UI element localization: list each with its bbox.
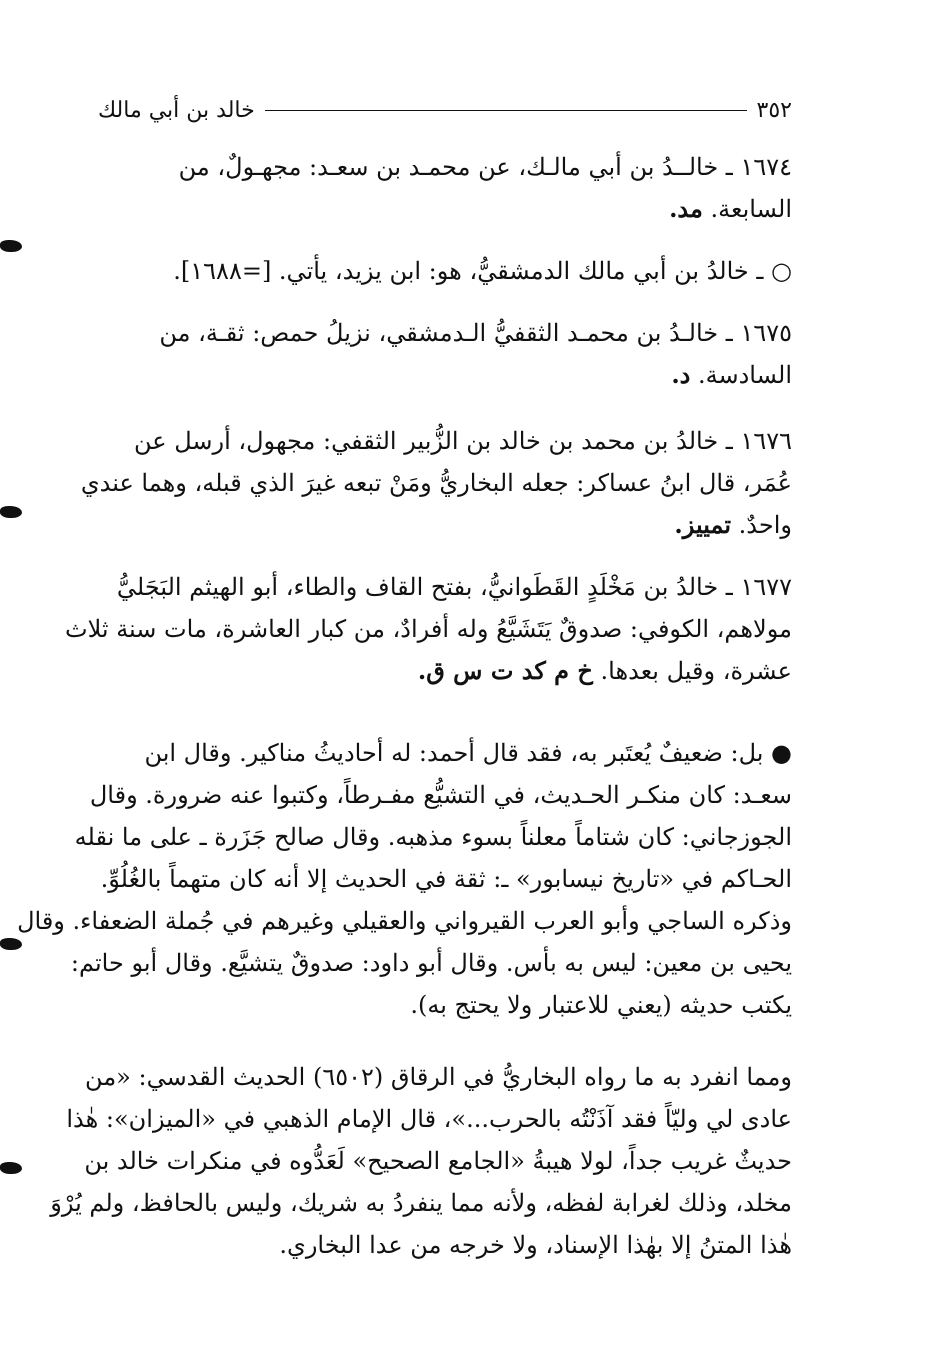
entry-1675	[98, 312, 792, 396]
commentary-line: هٰذا المتنُ إلا بهٰذا الإسناد، ولا خرجه من عدا البخاري.	[279, 1231, 792, 1259]
entry-code: مد.	[669, 194, 703, 223]
entry-1677	[64, 566, 792, 692]
margin-smudge	[0, 1162, 22, 1174]
entry-line: ١٦٧٦ ـ خالدُ بن محمد بن خالد بن الزُّبير الثقفي: مجهول، أرسل عن	[133, 427, 792, 455]
entry-line: عُمَر، قال ابنُ عساكر: جعله البخاريُّ ومَنْ تبعه غيرَ الذي قبله، وهما عندي	[80, 469, 792, 497]
entry-1676	[80, 420, 792, 546]
commentary-line: مخلد، وذلك لغرابة لفظه، ولأنه مما ينفردُ به شريك، وليس بالحافظ، ولم يُرْوَ	[50, 1189, 792, 1217]
commentary-line: وذكره الساجي وأبو العرب القيرواني والعقيلي وغيرهم في جُملة الضعفاء. وقال	[17, 907, 792, 935]
running-header	[98, 92, 792, 128]
entry-line: السابعة. مد.	[669, 194, 792, 223]
entry-line: واحدٌ. تمييز.	[674, 510, 792, 539]
entry-line: ○ ـ خالدُ بن أبي مالك الدمشقيُّ، هو: ابن يزيد، يأتي. [=١٦٨٨].	[173, 257, 792, 285]
margin-smudge	[0, 506, 22, 518]
commentary-line: الحـاكم في «تاريخ نيسابور» ـ: ثقة في الحديث إلا أنه كان متهماً بالغُلُوِّ.	[100, 865, 792, 893]
header-rule	[265, 110, 747, 111]
commentary-line: حديثٌ غريب جداً، لولا هيبةُ «الجامع الصحيح» لَعَدُّوه في منكرات خالد بن	[84, 1147, 792, 1175]
margin-smudge	[0, 240, 22, 252]
entry-line: ١٦٧٤ ـ خالــدُ بن أبي مالـك، عن محمـد بن سعـد: مجهـولٌ، من	[178, 153, 792, 181]
commentary-line: ومما انفرد به ما رواه البخاريُّ في الرقاق (٦٥٠٢) الحديث القدسي: «من	[85, 1063, 792, 1091]
entry-code: تمييز.	[674, 510, 732, 539]
entry-line: ١٦٧٧ ـ خالدُ بن مَخْلَدٍ القَطَوانيُّ، بفتح القاف والطاء، أبو الهيثم البَجَليُّ	[116, 573, 792, 601]
commentary-paragraph-2	[50, 1056, 792, 1266]
entry-line: ١٦٧٥ ـ خالـدُ بن محمـد الثقفيُّ الـدمشقي، نزيلُ حمص: ثقـة، من	[159, 319, 792, 347]
entry-1674	[98, 146, 792, 230]
commentary-line: الجوزجاني: كان شتاماً معلناً بسوء مذهبه. وقال صالح جَزَرة ـ على ما نقله	[74, 823, 792, 851]
commentary-line: يحيى بن معين: ليس به بأس. وقال أبو داود: صدوقٌ يتشيَّع. وقال أبو حاتم:	[70, 949, 792, 977]
entry-code: خ م كد ت س ق.	[417, 656, 593, 685]
entry-line: مولاهم، الكوفي: صدوقٌ يَتَشَيَّعُ وله أفرادٌ، من كبار العاشرة، مات سنة ثلاث	[64, 615, 792, 643]
commentary-paragraph	[17, 732, 792, 1026]
commentary-line: يكتب حديثه (يعني للاعتبار ولا يحتج به).	[410, 991, 792, 1019]
commentary-line: سعـد: كان منكـر الحـديث، في التشيُّع مفـرطاً، وكتبوا عنه ضرورة. وقال	[89, 781, 792, 809]
header-title: خالد بن أبي مالك	[98, 97, 255, 123]
entry-code: د.	[671, 360, 691, 389]
page-number: ٣٥٢	[756, 97, 792, 123]
commentary-line: ● بل: ضعيفٌ يُعتَبر به، فقد قال أحمد: له أحاديثُ مناكير. وقال ابن	[144, 739, 792, 767]
entry-line: السادسة. د.	[671, 360, 792, 389]
entry-crossref	[98, 250, 792, 292]
commentary-line: عادى لي وليّاً فقد آذَنْتُه بالحرب...»، قال الإمام الذهبي في «الميزان»: هٰذا	[66, 1105, 792, 1133]
entry-line: عشرة، وقيل بعدها. خ م كد ت س ق.	[417, 656, 792, 685]
